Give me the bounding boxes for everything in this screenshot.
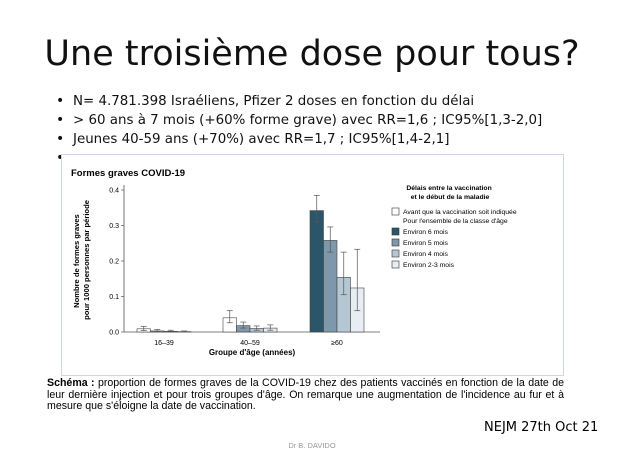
caption [47,378,564,413]
y-tick-label: 0.1 [109,294,119,301]
legend-swatch [392,228,399,235]
x-tick-label: 40–59 [240,340,260,347]
legend-title-line: Délais entre la vaccination [406,185,492,192]
bar [324,240,338,332]
y-tick-label: 0.4 [109,187,119,195]
x-axis-label: Groupe d'âge (années) [208,348,296,357]
y-tick-label: 0.3 [109,223,119,230]
y-axis-label-line: Nombre de formes graves [72,214,81,308]
bar [310,211,324,332]
bullet-item: • Jeunes 40-59 ans (+70%) avec RR=1,7 ; IC95%[1,4-2,1] [56,130,542,149]
legend-swatch [392,208,399,215]
legend-entry: Environ 4 mois [403,251,448,258]
caption-label: Schéma : [47,377,95,389]
chart-title: Formes graves COVID-19 [71,168,186,179]
chart-figure [61,154,564,376]
legend [392,185,517,269]
slide-title: Une troisième dose pour tous? [44,34,580,74]
legend-swatch [392,239,399,246]
y-tick-label: 0.2 [109,258,119,266]
y-axis-label-line: pour 1000 personnes par période [82,200,91,320]
legend-entry: Environ 2-3 mois [403,262,454,269]
x-ticks [154,340,343,347]
legend-entry: Avant que la vaccination soit indiquée [403,209,517,216]
y-tick-label: 0.0 [109,329,119,337]
x-tick-label: 16–39 [154,340,174,347]
bullet-item: • > 60 ans à 7 mois (+60% forme grave) avec RR=1,6 ; IC95%[1,3-2,0] [56,111,542,130]
legend-title-line: et le début de la maladie [410,194,490,201]
y-ticks [109,188,124,337]
legend-note: Pour l'ensemble de la classe d'âge [403,218,508,225]
legend-entry: Environ 5 mois [403,240,448,247]
y-axis-label [72,200,91,320]
source-citation: NEJM 27th Oct 21 [484,420,599,435]
legend-swatch [392,261,399,268]
x-tick-label: ≥60 [331,340,343,347]
bullet-item: • N= 4.781.398 Israéliens, Pfizer 2 doses en fonction du délai [56,92,542,111]
legend-swatch [392,250,399,257]
legend-title [406,185,493,201]
caption-text: proportion de formes graves de la COVID-19 chez des patients vaccinés en fonction de la date de leur dernière injection et pour trois groupes d'âge. On remarque une augmentation de l'incidence au fur et à mesure que s'éloigne la date de vaccination. [47,377,564,413]
legend-entry: Environ 6 mois [403,229,448,236]
bar-chart [62,155,565,377]
footer-author: Dr B. DAVIDO [288,441,336,450]
